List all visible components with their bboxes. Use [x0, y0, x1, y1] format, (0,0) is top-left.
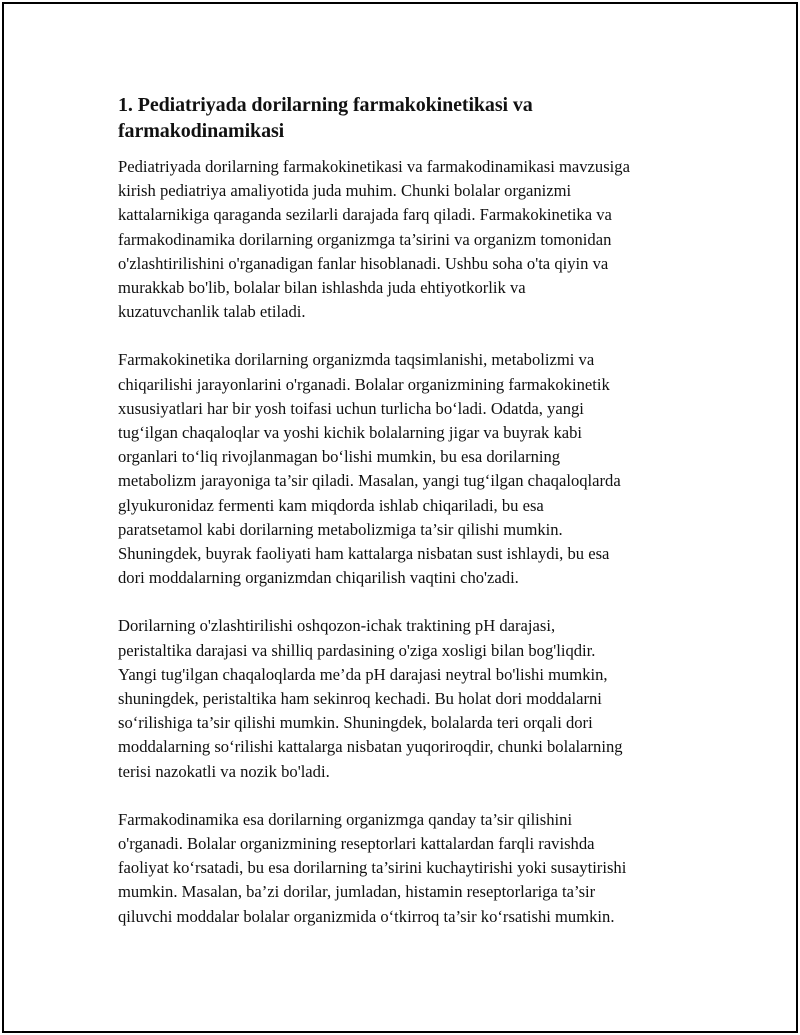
- document-body: [118, 92, 693, 953]
- paragraph-absorption: Dorilarning o'zlashtirilishi oshqozon-ichak traktining pH darajasi, peristaltika darajasi va shilliq pardasining o'ziga xosligi bilan bog'liqdir. Yangi tug'ilgan chaqaloqlarda me’da pH darajasi neytral bo'lishi mumkin, shuningdek, peristaltika ham sekinroq kechadi. Bu holat dori moddalarni so‘rilishiga ta’sir qilishi mumkin. Shuningdek, bolalarda teri orqali dori moddalarning so‘rilishi kattalarga nisbatan yuqoriroqdir, chunki bolalarning terisi nazokatli va nozik bo'ladi.: [118, 616, 623, 781]
- paragraph-intro: Pediatriyada dorilarning farmakokinetikasi va farmakodinamikasi mavzusiga kirish pediatriya amaliyotida juda muhim. Chunki bolalar organizmi kattalarnikiga qaraganda sezilarli darajada farq qiladi. Farmakokinetika va farmakodinamika dorilarning organizmga ta’sirini va organizm tomonidan o'zlashtirilishini o'rganadigan fanlar hisoblanadi. Ushbu soha o'ta qiyin va murakkab bo'lib, bolalar bilan ishlashda juda ehtiyotkorlik va kuzatuvchanlik talab etiladi.: [118, 157, 630, 322]
- paragraph-pharmacodynamics: Farmakodinamika esa dorilarning organizmga qanday ta’sir qilishini o'rganadi. Bolalar organizmining reseptorlari kattalardan farqli ravishda faoliyat ko‘rsatadi, bu esa dorilarning ta’sirini kuchaytirishi yoki susaytirishi mumkin. Masalan, ba’zi dorilar, jumladan, histamin reseptorlariga ta’sir qiluvchi moddalar bolalar organizmida o‘tkirroq ta’sir ko‘rsatishi mumkin.: [118, 809, 627, 926]
- section-heading: 1. Pediatriyada dorilarning farmakokinetikasi va farmakodinamikasi: [118, 94, 533, 142]
- paragraph-pharmacokinetics: Farmakokinetika dorilarning organizmda taqsimlanishi, metabolizmi va chiqarilishi jarayonlarini o'rganadi. Bolalar organizmining farmakokinetik xususiyatlari har bir yosh toifasi uchun turlicha bo‘ladi. Odatda, yangi tug‘ilgan chaqaloqlar va yoshi kichik bolalarning jigar va buyrak kabi organlari to‘liq rivojlanmagan bo‘lishi mumkin, bu esa dorilarning metabolizm jarayoniga ta’sir qiladi. Masalan, yangi tug‘ilgan chaqaloqlarda glyukuronidaz fermenti kam miqdorda ishlab chiqariladi, bu esa paratsetamol kabi dorilarning metabolizmiga ta’sir qilishi mumkin. Shuningdek, buyrak faoliyati ham kattalarga nisbatan sust ishlaydi, bu esa dori moddalarning organizmdan chiqarilish vaqtini cho'zadi.: [118, 350, 621, 588]
